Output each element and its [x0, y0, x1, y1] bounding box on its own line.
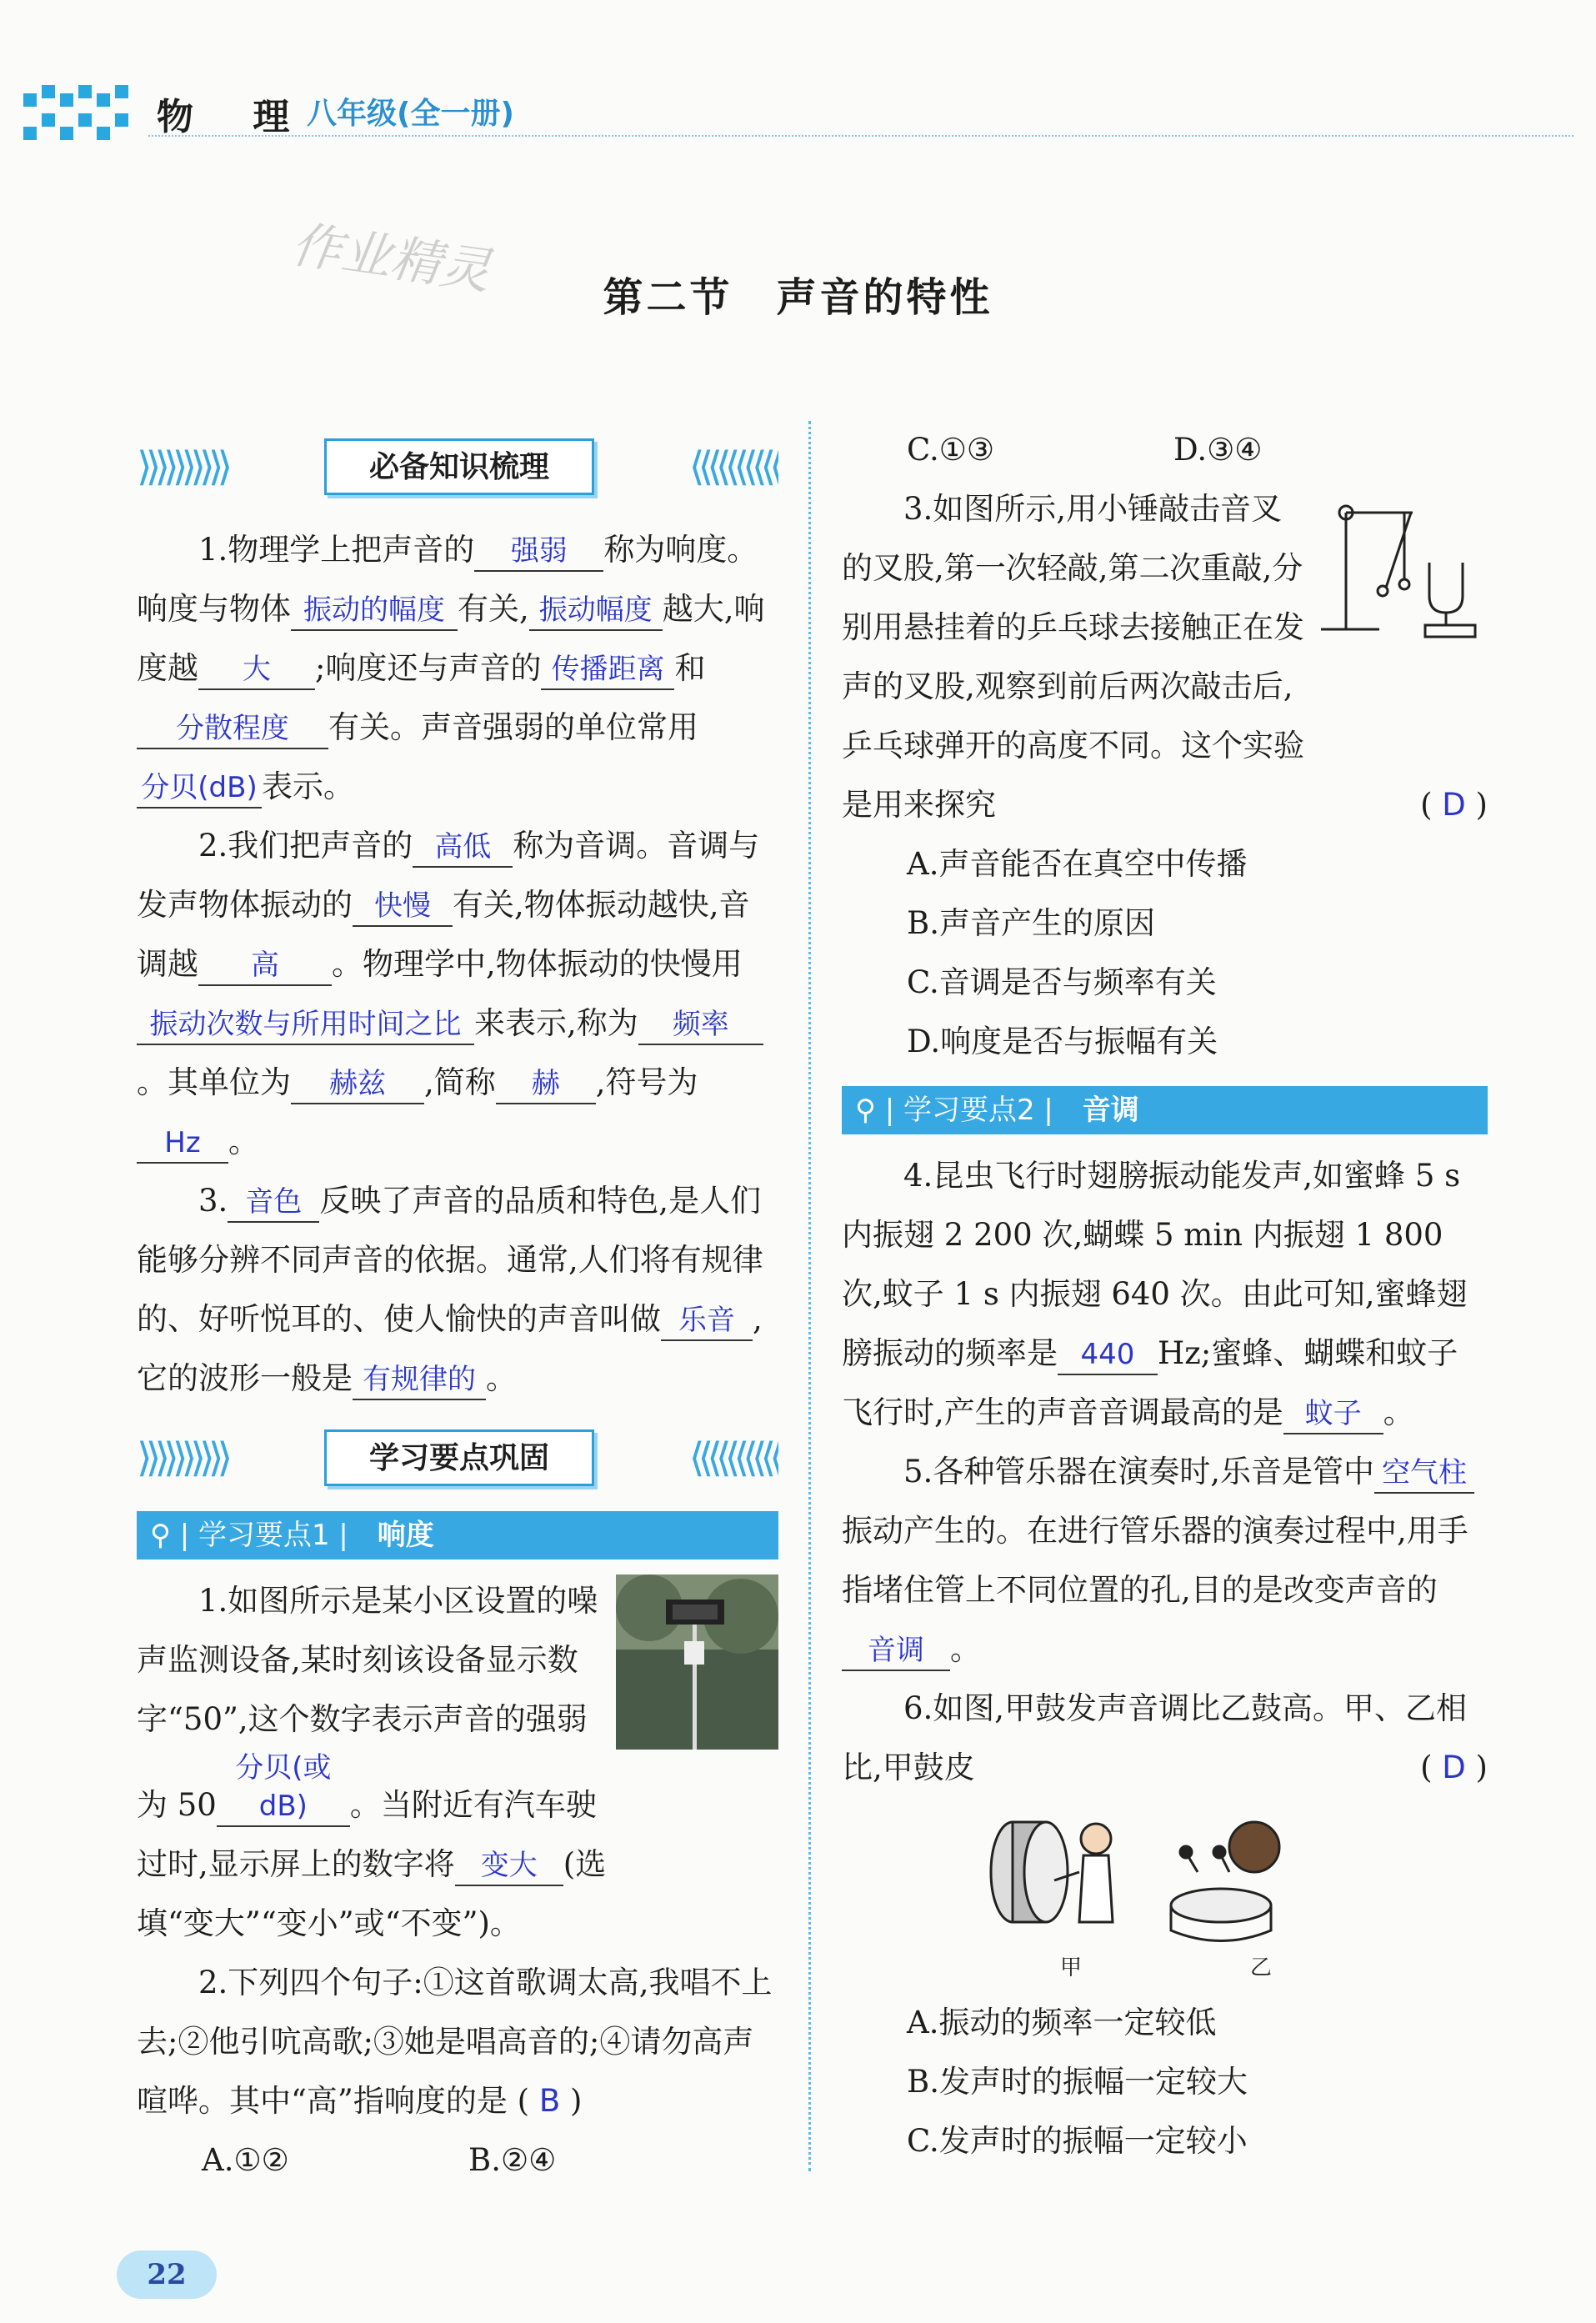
- wave-decoration-icon: ⟨⟨⟨⟨⟨⟨⟨⟨⟨⟨: [688, 1434, 778, 1481]
- answer-blank: 振动次数与所用时间之比: [137, 1005, 474, 1045]
- choice-answer: D: [1442, 1750, 1466, 1785]
- answer-blank: 振动的幅度: [291, 591, 458, 631]
- banner-practice: [137, 1424, 778, 1491]
- answer-blank: 赫: [496, 1064, 596, 1104]
- wave-decoration-icon: ⟩⟩⟩⟩⟩⟩⟩⟩⟩⟩: [137, 1434, 227, 1481]
- exercise-2-options-cont: C.①③ D.③④: [907, 432, 1263, 468]
- exercise-6: 6.如图,甲鼓发声音调比乙鼓高。甲、乙相比,甲鼓皮: [842, 1690, 1468, 1785]
- answer-blank: 频率: [638, 1005, 763, 1045]
- answer-blank: 分贝(或dB): [217, 1749, 350, 1827]
- exercise-4: 4.昆虫飞行时翅膀振动能发声,如蜜蜂 5 s 内振翅 2 200 次,蝴蝶 5 min 内振翅 1 800 次,蚊子 1 s 内振翅 640 次。由此可知,蜜蜂翅膀振动的频率是 440 Hz;蜜蜂、蝴蝶和蚊子飞行时,产生的声音音调最高的是 蚊子 。: [842, 1146, 1488, 1442]
- banner-practice-title: 学习要点巩固: [324, 1429, 594, 1486]
- exercise-2: 2.下列四个句子:①这首歌调太高,我唱不上去;②他引吭高歌;③她是唱高音的;④请勿高声喧哗。其中“高”指响度的是 ( B ): [137, 1965, 773, 2119]
- keypoint-topic: 响度: [377, 1519, 434, 1552]
- answer-blank: 大: [198, 650, 315, 690]
- wave-decoration-icon: ⟩⟩⟩⟩⟩⟩⟩⟩⟩⟩: [137, 443, 227, 490]
- exercise-3: 3.如图所示,用小锤敲击音叉的叉股,第一次轻敲,第二次重敲,分别用悬挂着的乒乓球去接触正在发声的叉股,观察到前后两次敲击后,乒乓球弹开的高度不同。这个实验是用来探究 ( D ) A.声音能否在真空中传播 B.声音产生的原因 C.音调是否与频率有关 D.响度是否与振幅有关: [842, 479, 1488, 1071]
- exercise-5: 5.各种管乐器在演奏时,乐音是管中 空气柱振动产生的。在进行管乐器的演奏过程中,用手指堵住管上不同位置的孔,目的是改变声音的音调 。: [842, 1442, 1488, 1679]
- answer-blank: 高: [198, 946, 332, 986]
- figure-label-a: 甲: [1060, 1955, 1083, 1980]
- banner-knowledge: [137, 433, 778, 500]
- header-decoration-icon: [23, 85, 148, 143]
- answer-blank: Hz: [137, 1124, 228, 1164]
- option-d: D.响度是否与振幅有关: [907, 1024, 1218, 1059]
- keypoint-topic: 音调: [1082, 1094, 1139, 1127]
- question-k1: 1.物理学上把声音的 强弱 称为响度。响度与物体 振动的幅度 有关, 振动幅度 越大,响度越 大 ;响度还与声音的 传播距离 和分散程度 有关。声音强弱的单位常用分贝(dB) 表示。: [137, 520, 778, 816]
- keypoint-label: 学习要点2: [903, 1094, 1035, 1127]
- answer-blank: 高低: [413, 828, 513, 868]
- grade-label: 八年级(全一册): [307, 97, 514, 131]
- page-number: 22: [117, 2250, 217, 2299]
- answer-blank: 变大: [455, 1846, 563, 1886]
- answer-blank: 分贝(dB): [137, 768, 262, 809]
- drums-figure: [842, 1797, 1488, 1993]
- option-a: A.声音能否在真空中传播: [907, 846, 1248, 882]
- answer-blank: 快慢: [353, 887, 453, 927]
- answer-blank: 音调: [842, 1631, 950, 1671]
- keypoint-1-bar: ⚲ | 学习要点1 | 响度: [137, 1511, 778, 1560]
- tuning-fork-diagram: [1313, 488, 1488, 646]
- banner-knowledge-title: 必备知识梳理: [324, 438, 594, 495]
- question-k2: 2.我们把声音的 高低 称为音调。音调与发声物体振动的 快慢 有关,物体振动越快,音调越 高 。物理学中,物体振动的快慢用振动次数与所用时间之比 来表示,称为 频率。其单位为 赫兹 ,简称 赫 ,符号为Hz 。: [137, 816, 778, 1171]
- answer-blank: 空气柱: [1374, 1454, 1474, 1494]
- header-rule: [148, 135, 1573, 137]
- option-a: A.振动的频率一定较低: [907, 2005, 1217, 2040]
- wave-decoration-icon: ⟨⟨⟨⟨⟨⟨⟨⟨⟨⟨: [688, 443, 778, 490]
- answer-blank: 有规律的: [353, 1360, 486, 1400]
- answer-blank: 蚊子: [1283, 1394, 1383, 1434]
- exercise-2-options: A.①② B.②④: [202, 2142, 557, 2178]
- subject-label: 物 理: [157, 96, 313, 138]
- option-b: B.发声时的振幅一定较大: [907, 2064, 1248, 2100]
- answer-blank: 传播距离: [541, 650, 674, 690]
- answer-blank: 强弱: [474, 532, 603, 572]
- noise-monitor-photo: [616, 1575, 778, 1750]
- column-divider: [808, 421, 811, 2171]
- right-column: C.①③ D.③④ 3.如图所示,用小锤敲击音叉的叉股,第一次轻敲,第二次重敲,分别用悬挂着的乒乓球去接触正在发声的叉股,观察到前后两次敲击后,乒乓球弹开的高度不同。这个实验是用来探究 ( D ) A.声音能否在真空中传播 B.声音产生的原因 C.音调是否与频率有关 D.响度是否与振幅有关 ⚲ | 学习要点2 | 音调 4.昆虫飞行时翅膀振动能发声,如蜜蜂 5 s 内振翅 2 200 次,蝴蝶 5 min 内振翅 1 800 次,蚊子 1 s 内振翅 640 次。由此可知,蜜蜂翅膀振动的频率是 440 Hz;蜜蜂、蝴蝶和蚊子飞行时,产生的声音音调最高的是 蚊子 。 5.各种管乐器在演奏时,乐音是管中 空气柱振动产生的。在进行管乐器的演奏过程中,用手指堵住管上不同位置的孔,目的是改变声音的音调 。 6.如图,甲鼓发声音调比乙鼓高。甲、乙相比,甲鼓皮 ( D ) 甲 乙 A.振动的频率一定较低 B.发声时的振幅一定较大 C.发声时的振幅一定较小: [842, 417, 1488, 2170]
- option-c: C.音调是否与频率有关: [907, 964, 1217, 1000]
- question-k3: 3. 音色 反映了声音的品质和特色,是人们能够分辨不同声音的依据。通常,人们将有规律的、好听悦耳的、使人愉快的声音叫做 乐音 ,它的波形一般是 有规律的 。: [137, 1171, 778, 1408]
- choice-answer: D: [1442, 787, 1466, 823]
- answer-blank: 振动幅度: [529, 591, 663, 631]
- answer-blank: 音色: [228, 1183, 319, 1223]
- keypoint-label: 学习要点1: [198, 1519, 330, 1552]
- answer-blank: 乐音: [661, 1301, 753, 1341]
- answer-blank: 分散程度: [137, 709, 328, 749]
- page-header: [23, 80, 1573, 147]
- figure-label-b: 乙: [1250, 1955, 1273, 1980]
- page-title: 第二节 声音的特性: [603, 274, 993, 321]
- keypoint-2-bar: ⚲ | 学习要点2 | 音调: [842, 1086, 1488, 1134]
- answer-blank: 赫兹: [291, 1064, 424, 1104]
- watermark: 作业精灵: [288, 215, 495, 302]
- choice-answer: B: [538, 2083, 561, 2119]
- magnifier-icon: ⚲: [150, 1519, 171, 1552]
- option-b: B.声音产生的原因: [907, 905, 1155, 941]
- exercise-1: 1.如图所示是某小区设置的噪声监测设备,某时刻该设备显示数字“50”,这个数字表示声音的强弱为 50分贝(或dB) 。当附近有汽车驶过时,显示屏上的数字将 变大 (选填“变大”“变小”或“不变”)。: [137, 1571, 778, 1953]
- magnifier-icon: ⚲: [855, 1094, 876, 1127]
- drums-illustration: [979, 1814, 1329, 1964]
- left-column: [137, 417, 778, 2190]
- option-c: C.发声时的振幅一定较小: [907, 2123, 1248, 2159]
- answer-blank: 440: [1058, 1335, 1158, 1375]
